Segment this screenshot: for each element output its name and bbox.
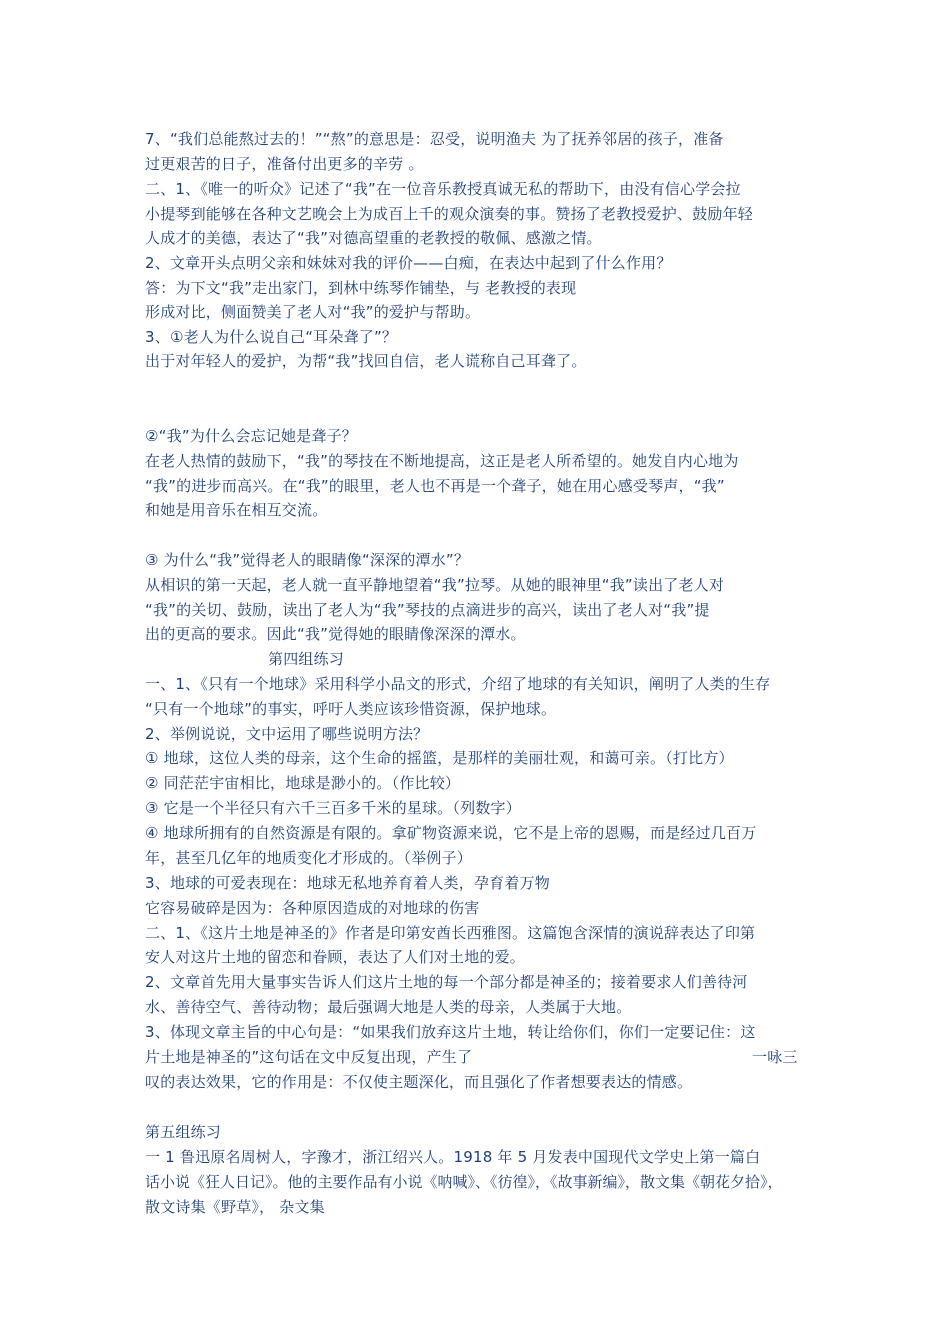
text-line: 过更艰苦的日子，准备付出更多的辛劳 。: [145, 155, 424, 173]
text-line: 7、“我们总能熬过去的！”“熬”的意思是：忍受，说明渔夫 为了抚养邻居的孩子，准备: [145, 130, 724, 148]
text-line: ③ 它是一个半径只有六千三百多千米的星球。（列数字）: [145, 799, 521, 817]
text-line: 出于对年轻人的爱护，为帮“我”找回自信，老人谎称自己耳聋了。: [145, 352, 587, 370]
text-line: 话小说《狂人日记》。他的主要作品有小说《呐喊》、《彷徨》，《故事新编》，散文集《朝花夕拾》，: [145, 1173, 783, 1191]
text-line: 3、体现文章主旨的中心句是：“如果我们放弃这片土地，转让给你们，你们一定要记住：这: [145, 1023, 756, 1041]
text-line-fragment: 一咏三: [752, 1048, 798, 1066]
text-line: ③ 为什么“我”觉得老人的眼睛像“深深的潭水”？: [145, 551, 470, 569]
text-line: 2、文章开头点明父亲和妹妹对我的评价——白痴，在表达中起到了什么作用？: [145, 254, 672, 272]
text-line: 2、举例说说，文中运用了哪些说明方法？: [145, 725, 429, 743]
text-line: 在老人热情的鼓励下，“我”的琴技在不断地提高，这正是老人所希望的。她发自内心地为: [145, 452, 739, 470]
text-line: ④ 地球所拥有的自然资源是有限的。拿矿物资源来说，它不是上帝的恩赐，而是经过几百万: [145, 824, 757, 842]
text-line: ②“我”为什么会忘记她是聋子？: [145, 427, 357, 445]
section-heading: 第四组练习: [268, 650, 345, 668]
text-line: 它容易破碎是因为：各种原因造成的对地球的伤害: [145, 899, 480, 917]
text-line: 一 1 鲁迅原名周树人，字豫才，浙江绍兴人。1918 年 5 月发表中国现代文学史上第一篇白: [145, 1148, 761, 1166]
text-line: 从相识的第一天起，老人就一直平静地望着“我”拉琴。从她的眼神里“我”读出了老人对: [145, 576, 725, 594]
text-line: 一、1、《只有一个地球》采用科学小品文的形式，介绍了地球的有关知识，阐明了人类的生存: [145, 675, 771, 693]
text-line: ① 地球，这位人类的母亲，这个生命的摇篮，是那样的美丽壮观，和蔼可亲。（打比方）: [145, 749, 734, 767]
text-line: 水、善待空气、善待动物；最后强调大地是人类的母亲，人类属于大地。: [145, 998, 632, 1016]
text-line: 形成对比，侧面赞美了老人对“我”的爱护与帮助。: [145, 303, 481, 321]
text-line: 散文诗集《野草》， 杂文集: [145, 1198, 325, 1216]
text-line: ② 同茫茫宇宙相比，地球是渺小的。（作比较）: [145, 774, 461, 792]
text-line: 2、文章首先用大量事实告诉人们这片土地的每一个部分都是神圣的；接着要求人们善待河: [145, 973, 748, 991]
text-line: 出的更高的要求。因此“我”觉得她的眼睛像深深的潭水。: [145, 625, 526, 643]
text-line: 二、1、《这片土地是神圣的》作者是印第安酋长西雅图。这篇饱含深情的演说辞表达了印第: [145, 924, 756, 942]
text-line: 答：为下文“我”走出家门，到林中练琴作铺垫，与 老教授的表现: [145, 279, 577, 297]
text-line: 二、1、《唯一的听众》记述了“我”在一位音乐教授真诚无私的帮助下，由没有信心学会拉: [145, 180, 741, 198]
text-line: 和她是用音乐在相互交流。: [145, 501, 328, 519]
text-line: 叹的表达效果，它的作用是：不仅使主题深化，而且强化了作者想要表达的情感。: [145, 1073, 693, 1091]
text-line: 年，甚至几亿年的地质变化才形成的。（举例子）: [145, 849, 472, 867]
text-line: 3、地球的可爱表现在：地球无私地养育着人类，孕育着万物: [145, 874, 550, 892]
text-line: 3、①老人为什么说自己“耳朵聋了”？: [145, 328, 398, 346]
text-line: “我”的关切、鼓励，读出了老人为“我”琴技的点滴进步的高兴，读出了老人对“我”提: [145, 601, 710, 619]
text-line: 小提琴到能够在各种文艺晚会上为成百上千的观众演奏的事。赞扬了老教授爱护、鼓励年轻: [145, 205, 754, 223]
text-line: 安人对这片土地的留恋和眷顾，表达了人们对土地的爱。: [145, 948, 526, 966]
section-heading: 第五组练习: [145, 1123, 222, 1141]
text-line: “只有一个地球”的事实，呼吁人类应该珍惜资源，保护地球。: [145, 700, 557, 718]
text-line: “我”的进步而高兴。在“我”的眼里，老人也不再是一个聋子，她在用心感受琴声，“我”: [145, 477, 725, 495]
text-line: 片土地是神圣的”这句话在文中反复出现，产生了: [145, 1048, 473, 1066]
text-line: 人成才的美德，表达了“我”对德高望重的老教授的敬佩、感激之情。: [145, 229, 602, 247]
